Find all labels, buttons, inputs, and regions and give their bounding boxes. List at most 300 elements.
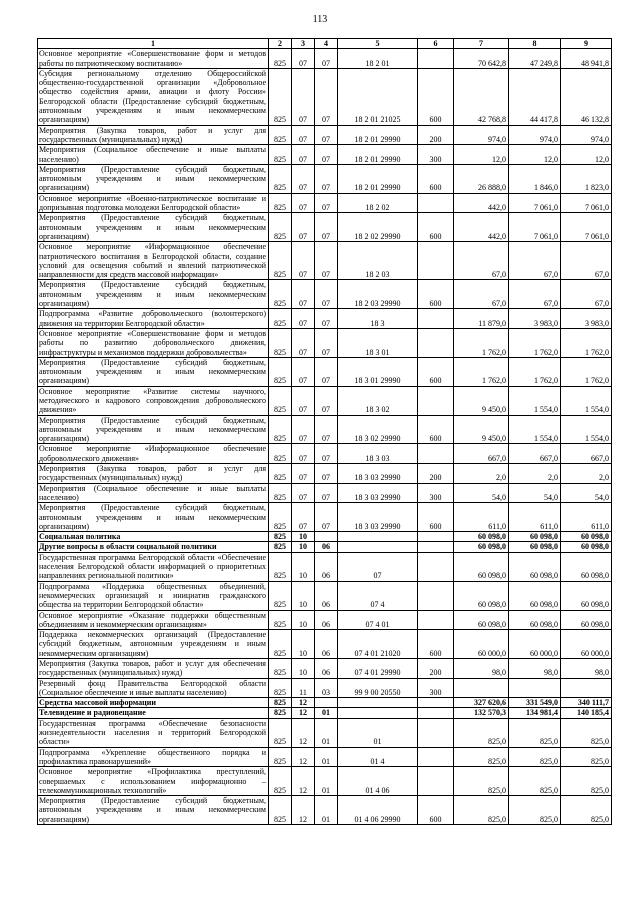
- row-target-article: 18 3 03: [338, 444, 418, 464]
- row-department-code: 825: [269, 164, 292, 193]
- row-target-article: 01 4 06 29990: [338, 796, 418, 825]
- row-description: Субсидия региональному отделению Общероссийской общественно-государственной организации «Добровольное общество содействия армии, авиации и флоту России» Белгородской области (Предоставление субсидий бюджетным, автономным учреждениям и иным некоммерческим организациям): [38, 68, 269, 125]
- row-section-code: 12: [292, 718, 315, 747]
- row-target-article: 99 9 00 20550: [338, 678, 418, 698]
- row-section-code: 07: [292, 125, 315, 145]
- row-subsection-code: 07: [315, 280, 338, 309]
- row-section-code: 07: [292, 193, 315, 213]
- row-target-article: 18 3 03 29990: [338, 483, 418, 503]
- row-description: Мероприятия (Социальное обеспечение и иные выплаты населению): [38, 483, 269, 503]
- row-target-article: 18 3 03 29990: [338, 503, 418, 532]
- table-row: [38, 444, 612, 464]
- row-target-article: [338, 532, 418, 542]
- table-row: [38, 213, 612, 242]
- row-subsection-code: 06: [315, 552, 338, 581]
- row-amount-year-1: 825,0: [454, 796, 509, 825]
- page-number: 113: [312, 14, 328, 25]
- row-section-code: 07: [292, 328, 315, 357]
- row-amount-year-3: 825,0: [561, 767, 612, 796]
- row-target-article: [338, 542, 418, 552]
- row-target-article: 18 3 02 29990: [338, 415, 418, 444]
- row-department-code: 825: [269, 280, 292, 309]
- row-subsection-code: 07: [315, 68, 338, 125]
- row-section-code: 12: [292, 796, 315, 825]
- row-amount-year-3: 1 823,0: [561, 164, 612, 193]
- row-target-article: 01 4 06: [338, 767, 418, 796]
- row-expense-type: 300: [418, 483, 454, 503]
- row-amount-year-2: 60 000,0: [509, 630, 561, 659]
- row-expense-type: 200: [418, 659, 454, 679]
- row-amount-year-2: 1 554,0: [509, 386, 561, 415]
- row-expense-type: 600: [418, 357, 454, 386]
- row-department-code: 825: [269, 68, 292, 125]
- row-expense-type: [418, 698, 454, 708]
- row-department-code: 825: [269, 630, 292, 659]
- row-amount-year-2: 67,0: [509, 280, 561, 309]
- header-cell-department: 2: [269, 39, 292, 49]
- row-expense-type: [418, 532, 454, 542]
- row-subsection-code: 06: [315, 542, 338, 552]
- row-amount-year-3: 1 762,0: [561, 357, 612, 386]
- row-expense-type: [418, 581, 454, 610]
- header-cell-target-article: 5: [338, 39, 418, 49]
- row-amount-year-3: 825,0: [561, 747, 612, 767]
- row-description: Государственная программа Белгородской области «Обеспечение населения Белгородской области информацией о приоритетных направлениях региональной политики»: [38, 552, 269, 581]
- row-subsection-code: 07: [315, 213, 338, 242]
- row-expense-type: 300: [418, 678, 454, 698]
- row-section-code: 07: [292, 213, 315, 242]
- row-expense-type: [418, 242, 454, 280]
- row-description: Резервный фонд Правительства Белгородской области (Социальное обеспечение и иные выплаты населению): [38, 678, 269, 698]
- row-section-code: 07: [292, 357, 315, 386]
- row-expense-type: 600: [418, 164, 454, 193]
- row-amount-year-1: 825,0: [454, 767, 509, 796]
- row-amount-year-3: 67,0: [561, 242, 612, 280]
- row-amount-year-3: [561, 678, 612, 698]
- row-amount-year-3: 1 762,0: [561, 328, 612, 357]
- row-section-code: 10: [292, 630, 315, 659]
- row-description: Подпрограмма «Укрепление общественного порядка и профилактика правонарушений»: [38, 747, 269, 767]
- row-amount-year-3: 12,0: [561, 145, 612, 165]
- row-expense-type: 200: [418, 125, 454, 145]
- row-description: Государственная программа «Обеспечение безопасности жизнедеятельности населения и территорий Белгородской области»: [38, 718, 269, 747]
- row-amount-year-1: 825,0: [454, 718, 509, 747]
- row-target-article: 07 4 01 21020: [338, 630, 418, 659]
- row-amount-year-3: 60 098,0: [561, 581, 612, 610]
- row-section-code: 07: [292, 444, 315, 464]
- row-subsection-code: 07: [315, 464, 338, 484]
- row-amount-year-1: 60 098,0: [454, 542, 509, 552]
- row-department-code: 825: [269, 747, 292, 767]
- row-department-code: 825: [269, 49, 292, 69]
- row-description: Мероприятия (Предоставление субсидий бюджетным, автономным учреждениям и иным некоммерческим организациям): [38, 164, 269, 193]
- row-expense-type: 600: [418, 503, 454, 532]
- row-expense-type: [418, 747, 454, 767]
- header-cell-subsection: 4: [315, 39, 338, 49]
- row-expense-type: [418, 309, 454, 329]
- row-department-code: 825: [269, 242, 292, 280]
- row-amount-year-3: 340 111,7: [561, 698, 612, 708]
- row-amount-year-2: 47 249,8: [509, 49, 561, 69]
- row-section-code: 07: [292, 386, 315, 415]
- row-department-code: 825: [269, 659, 292, 679]
- row-expense-type: [418, 444, 454, 464]
- row-amount-year-1: 132 570,3: [454, 708, 509, 718]
- row-section-code: 10: [292, 581, 315, 610]
- row-department-code: 825: [269, 767, 292, 796]
- row-amount-year-1: 98,0: [454, 659, 509, 679]
- row-amount-year-3: 974,0: [561, 125, 612, 145]
- row-amount-year-1: 60 000,0: [454, 630, 509, 659]
- row-department-code: 825: [269, 145, 292, 165]
- row-section-code: 12: [292, 767, 315, 796]
- row-amount-year-1: 12,0: [454, 145, 509, 165]
- row-section-code: 12: [292, 747, 315, 767]
- row-section-code: 10: [292, 659, 315, 679]
- row-amount-year-1: 442,0: [454, 193, 509, 213]
- row-amount-year-1: 70 642,8: [454, 49, 509, 69]
- row-expense-type: 600: [418, 68, 454, 125]
- header-cell-year-1: 7: [454, 39, 509, 49]
- row-target-article: 01: [338, 718, 418, 747]
- row-target-article: 18 2 01 29990: [338, 145, 418, 165]
- row-department-code: 825: [269, 328, 292, 357]
- row-description: Мероприятия (Предоставление субсидий бюджетным, автономным учреждениям и иным некоммерческим организациям): [38, 357, 269, 386]
- table-row: [38, 386, 612, 415]
- row-section-code: 07: [292, 164, 315, 193]
- row-subsection-code: 01: [315, 767, 338, 796]
- row-amount-year-2: 60 098,0: [509, 610, 561, 630]
- row-target-article: 18 2 02 29990: [338, 213, 418, 242]
- row-subsection-code: 07: [315, 125, 338, 145]
- row-amount-year-2: 3 983,0: [509, 309, 561, 329]
- row-amount-year-1: 9 450,0: [454, 415, 509, 444]
- row-subsection-code: 07: [315, 444, 338, 464]
- table-row: [38, 630, 612, 659]
- row-amount-year-2: 611,0: [509, 503, 561, 532]
- row-amount-year-2: 60 098,0: [509, 552, 561, 581]
- row-amount-year-3: 667,0: [561, 444, 612, 464]
- row-subsection-code: 07: [315, 49, 338, 69]
- row-amount-year-3: 48 941,8: [561, 49, 612, 69]
- row-subsection-code: 06: [315, 659, 338, 679]
- row-subsection-code: 07: [315, 242, 338, 280]
- row-description: Другие вопросы в области социальной политики: [38, 542, 269, 552]
- row-amount-year-3: 7 061,0: [561, 193, 612, 213]
- row-amount-year-3: 825,0: [561, 796, 612, 825]
- table-row: [38, 309, 612, 329]
- row-expense-type: [418, 718, 454, 747]
- row-amount-year-2: 12,0: [509, 145, 561, 165]
- row-expense-type: 600: [418, 796, 454, 825]
- row-amount-year-2: 667,0: [509, 444, 561, 464]
- row-amount-year-1: 60 098,0: [454, 552, 509, 581]
- row-amount-year-2: 825,0: [509, 796, 561, 825]
- row-amount-year-1: 974,0: [454, 125, 509, 145]
- row-section-code: 10: [292, 542, 315, 552]
- row-department-code: 825: [269, 444, 292, 464]
- row-amount-year-3: 825,0: [561, 718, 612, 747]
- row-department-code: 825: [269, 542, 292, 552]
- row-target-article: 18 3 03 29990: [338, 464, 418, 484]
- row-section-code: 07: [292, 68, 315, 125]
- row-expense-type: [418, 552, 454, 581]
- row-amount-year-1: 60 098,0: [454, 532, 509, 542]
- row-expense-type: [418, 328, 454, 357]
- row-amount-year-2: 98,0: [509, 659, 561, 679]
- row-description: Поддержка некоммерческих организаций (Предоставление субсидий бюджетным, автономным учреждениям и иным некоммерческим организациям): [38, 630, 269, 659]
- table-row: [38, 125, 612, 145]
- table-row: [38, 357, 612, 386]
- row-subsection-code: 07: [315, 503, 338, 532]
- row-expense-type: 600: [418, 280, 454, 309]
- row-amount-year-1: 2,0: [454, 464, 509, 484]
- row-amount-year-3: 1 554,0: [561, 415, 612, 444]
- header-row: [38, 39, 612, 49]
- row-section-code: 10: [292, 610, 315, 630]
- row-target-article: 07 4 01: [338, 610, 418, 630]
- row-amount-year-2: 7 061,0: [509, 193, 561, 213]
- row-department-code: 825: [269, 698, 292, 708]
- row-department-code: 825: [269, 678, 292, 698]
- row-amount-year-3: 98,0: [561, 659, 612, 679]
- row-department-code: 825: [269, 357, 292, 386]
- row-expense-type: 200: [418, 464, 454, 484]
- row-description: Мероприятия (Закупка товаров, работ и услуг для государственных (муниципальных) нужд): [38, 125, 269, 145]
- row-amount-year-2: 331 549,0: [509, 698, 561, 708]
- row-amount-year-1: 825,0: [454, 747, 509, 767]
- row-description: Средства массовой информации: [38, 698, 269, 708]
- row-amount-year-2: 2,0: [509, 464, 561, 484]
- row-subsection-code: 07: [315, 309, 338, 329]
- row-description: Телевидение и радиовещание: [38, 708, 269, 718]
- row-expense-type: 300: [418, 145, 454, 165]
- table-row: [38, 796, 612, 825]
- table-row: [38, 68, 612, 125]
- row-section-code: 11: [292, 678, 315, 698]
- row-amount-year-3: 611,0: [561, 503, 612, 532]
- row-target-article: 18 2 01: [338, 49, 418, 69]
- row-amount-year-1: [454, 678, 509, 698]
- table-row: [38, 542, 612, 552]
- row-amount-year-1: 54,0: [454, 483, 509, 503]
- table-row: [38, 483, 612, 503]
- row-expense-type: [418, 610, 454, 630]
- row-subsection-code: 01: [315, 708, 338, 718]
- row-amount-year-1: 667,0: [454, 444, 509, 464]
- row-description: Мероприятия (Закупка товаров, работ и услуг для обеспечения государственных (муниципальных) нужд): [38, 659, 269, 679]
- row-description: Мероприятия (Предоставление субсидий бюджетным, автономным учреждениям и иным некоммерческим организациям): [38, 503, 269, 532]
- row-amount-year-2: 60 098,0: [509, 532, 561, 542]
- row-amount-year-3: 1 554,0: [561, 386, 612, 415]
- row-target-article: 18 2 01 29990: [338, 125, 418, 145]
- row-amount-year-3: 60 098,0: [561, 610, 612, 630]
- row-amount-year-1: 1 762,0: [454, 357, 509, 386]
- row-amount-year-2: 44 417,8: [509, 68, 561, 125]
- row-description: Основное мероприятие «Информационное обеспечение добровольческого движения»: [38, 444, 269, 464]
- row-description: Социальная политика: [38, 532, 269, 542]
- row-target-article: [338, 698, 418, 708]
- row-subsection-code: 07: [315, 145, 338, 165]
- row-description: Основное мероприятие «Военно-патриотическое воспитание и допризывная подготовка молодежи Белгородской области»: [38, 193, 269, 213]
- row-amount-year-1: 442,0: [454, 213, 509, 242]
- row-target-article: 07 4 01 29990: [338, 659, 418, 679]
- row-amount-year-1: 60 098,0: [454, 610, 509, 630]
- row-amount-year-2: 1 762,0: [509, 328, 561, 357]
- row-department-code: 825: [269, 483, 292, 503]
- row-amount-year-2: 974,0: [509, 125, 561, 145]
- row-amount-year-3: 60 098,0: [561, 532, 612, 542]
- row-subsection-code: 06: [315, 581, 338, 610]
- table-row: [38, 698, 612, 708]
- row-amount-year-2: 60 098,0: [509, 542, 561, 552]
- table-row: [38, 678, 612, 698]
- table-row: [38, 328, 612, 357]
- row-subsection-code: 03: [315, 678, 338, 698]
- row-expense-type: [418, 708, 454, 718]
- row-section-code: 07: [292, 464, 315, 484]
- row-amount-year-1: 60 098,0: [454, 581, 509, 610]
- table-body: [38, 49, 612, 825]
- row-amount-year-2: 825,0: [509, 718, 561, 747]
- row-amount-year-2: 825,0: [509, 767, 561, 796]
- row-amount-year-2: 7 061,0: [509, 213, 561, 242]
- row-expense-type: 600: [418, 213, 454, 242]
- row-amount-year-1: 67,0: [454, 242, 509, 280]
- row-description: Основное мероприятие «Развитие системы научного, методического и кадрового сопровождения добровольческого движения»: [38, 386, 269, 415]
- row-description: Основное мероприятие «Информационное обеспечение патриотического воспитания в Белгородской области, создание условий для освещения событий и явлений патриотической направленности для средств массовой информации»: [38, 242, 269, 280]
- row-department-code: 825: [269, 718, 292, 747]
- row-amount-year-2: 1 846,0: [509, 164, 561, 193]
- row-department-code: 825: [269, 503, 292, 532]
- row-target-article: [338, 708, 418, 718]
- row-department-code: 825: [269, 796, 292, 825]
- row-amount-year-1: 11 879,0: [454, 309, 509, 329]
- row-department-code: 825: [269, 415, 292, 444]
- header-cell-year-2: 8: [509, 39, 561, 49]
- row-department-code: 825: [269, 213, 292, 242]
- row-target-article: 18 3 02: [338, 386, 418, 415]
- row-target-article: 18 2 03 29990: [338, 280, 418, 309]
- table-row: [38, 767, 612, 796]
- row-department-code: 825: [269, 125, 292, 145]
- row-amount-year-2: 134 981,4: [509, 708, 561, 718]
- row-department-code: 825: [269, 309, 292, 329]
- table-row: [38, 193, 612, 213]
- row-section-code: 07: [292, 242, 315, 280]
- row-amount-year-2: 825,0: [509, 747, 561, 767]
- row-description: Подпрограмма «Поддержка общественных объединений, некоммерческих организаций и инициатив гражданского общества на территории Белгородской области»: [38, 581, 269, 610]
- row-amount-year-2: [509, 678, 561, 698]
- row-department-code: 825: [269, 708, 292, 718]
- row-description: Основное мероприятие «Профилактика преступлений, совершаемых с использованием информационно – телекоммуникационных технологий»: [38, 767, 269, 796]
- row-subsection-code: 07: [315, 415, 338, 444]
- row-amount-year-3: 60 098,0: [561, 552, 612, 581]
- row-description: Основное мероприятие «Совершенствование форм и методов работы по развитию добровольческого движения, инфраструктуры и механизмов поддержки добровольчества»: [38, 328, 269, 357]
- budget-table: [37, 38, 612, 825]
- row-subsection-code: 07: [315, 193, 338, 213]
- table-row: [38, 503, 612, 532]
- row-amount-year-3: 60 000,0: [561, 630, 612, 659]
- row-target-article: 18 3: [338, 309, 418, 329]
- row-target-article: 18 3 01 29990: [338, 357, 418, 386]
- table-row: [38, 164, 612, 193]
- row-subsection-code: 07: [315, 386, 338, 415]
- row-subsection-code: 07: [315, 357, 338, 386]
- table-row: [38, 145, 612, 165]
- row-amount-year-3: 67,0: [561, 280, 612, 309]
- row-department-code: 825: [269, 552, 292, 581]
- row-amount-year-2: 60 098,0: [509, 581, 561, 610]
- row-expense-type: 600: [418, 415, 454, 444]
- row-expense-type: [418, 49, 454, 69]
- row-target-article: 18 3 01: [338, 328, 418, 357]
- row-section-code: 12: [292, 698, 315, 708]
- table-row: [38, 659, 612, 679]
- table-row: [38, 532, 612, 542]
- row-subsection-code: 01: [315, 747, 338, 767]
- row-department-code: 825: [269, 532, 292, 542]
- table-row: [38, 415, 612, 444]
- table-row: [38, 242, 612, 280]
- row-amount-year-2: 54,0: [509, 483, 561, 503]
- row-amount-year-1: 327 620,6: [454, 698, 509, 708]
- row-description: Основное мероприятие «Совершенствование форм и методов работы по патриотическому воспитанию»: [38, 49, 269, 69]
- row-target-article: 18 2 02: [338, 193, 418, 213]
- table-row: [38, 610, 612, 630]
- row-department-code: 825: [269, 610, 292, 630]
- row-subsection-code: 01: [315, 718, 338, 747]
- row-subsection-code: 01: [315, 796, 338, 825]
- row-section-code: 07: [292, 483, 315, 503]
- row-description: Основное мероприятие «Оказание поддержки общественным объединениям и некоммерческим организациям»: [38, 610, 269, 630]
- row-section-code: 10: [292, 552, 315, 581]
- row-subsection-code: [315, 698, 338, 708]
- row-target-article: 18 2 01 29990: [338, 164, 418, 193]
- row-expense-type: [418, 767, 454, 796]
- row-department-code: 825: [269, 386, 292, 415]
- row-subsection-code: 06: [315, 630, 338, 659]
- row-expense-type: [418, 193, 454, 213]
- table-row: [38, 280, 612, 309]
- table-row: [38, 552, 612, 581]
- row-amount-year-3: 7 061,0: [561, 213, 612, 242]
- row-amount-year-1: 9 450,0: [454, 386, 509, 415]
- row-section-code: 07: [292, 49, 315, 69]
- row-amount-year-1: 26 888,0: [454, 164, 509, 193]
- header-cell-description: 1: [38, 39, 269, 49]
- row-description: Мероприятия (Социальное обеспечение и иные выплаты населению): [38, 145, 269, 165]
- row-amount-year-1: 1 762,0: [454, 328, 509, 357]
- row-amount-year-1: 67,0: [454, 280, 509, 309]
- row-amount-year-2: 1 762,0: [509, 357, 561, 386]
- row-section-code: 07: [292, 280, 315, 309]
- row-target-article: 07 4: [338, 581, 418, 610]
- header-cell-section: 3: [292, 39, 315, 49]
- row-section-code: 12: [292, 708, 315, 718]
- row-target-article: 07: [338, 552, 418, 581]
- table-row: [38, 747, 612, 767]
- row-subsection-code: 07: [315, 164, 338, 193]
- row-description: Подпрограмма «Развитие добровольческого (волонтерского) движения на территории Белгородской области»: [38, 309, 269, 329]
- row-subsection-code: 06: [315, 610, 338, 630]
- row-subsection-code: 07: [315, 483, 338, 503]
- row-department-code: 825: [269, 193, 292, 213]
- header-cell-year-3: 9: [561, 39, 612, 49]
- row-section-code: 07: [292, 145, 315, 165]
- row-department-code: 825: [269, 581, 292, 610]
- row-department-code: 825: [269, 464, 292, 484]
